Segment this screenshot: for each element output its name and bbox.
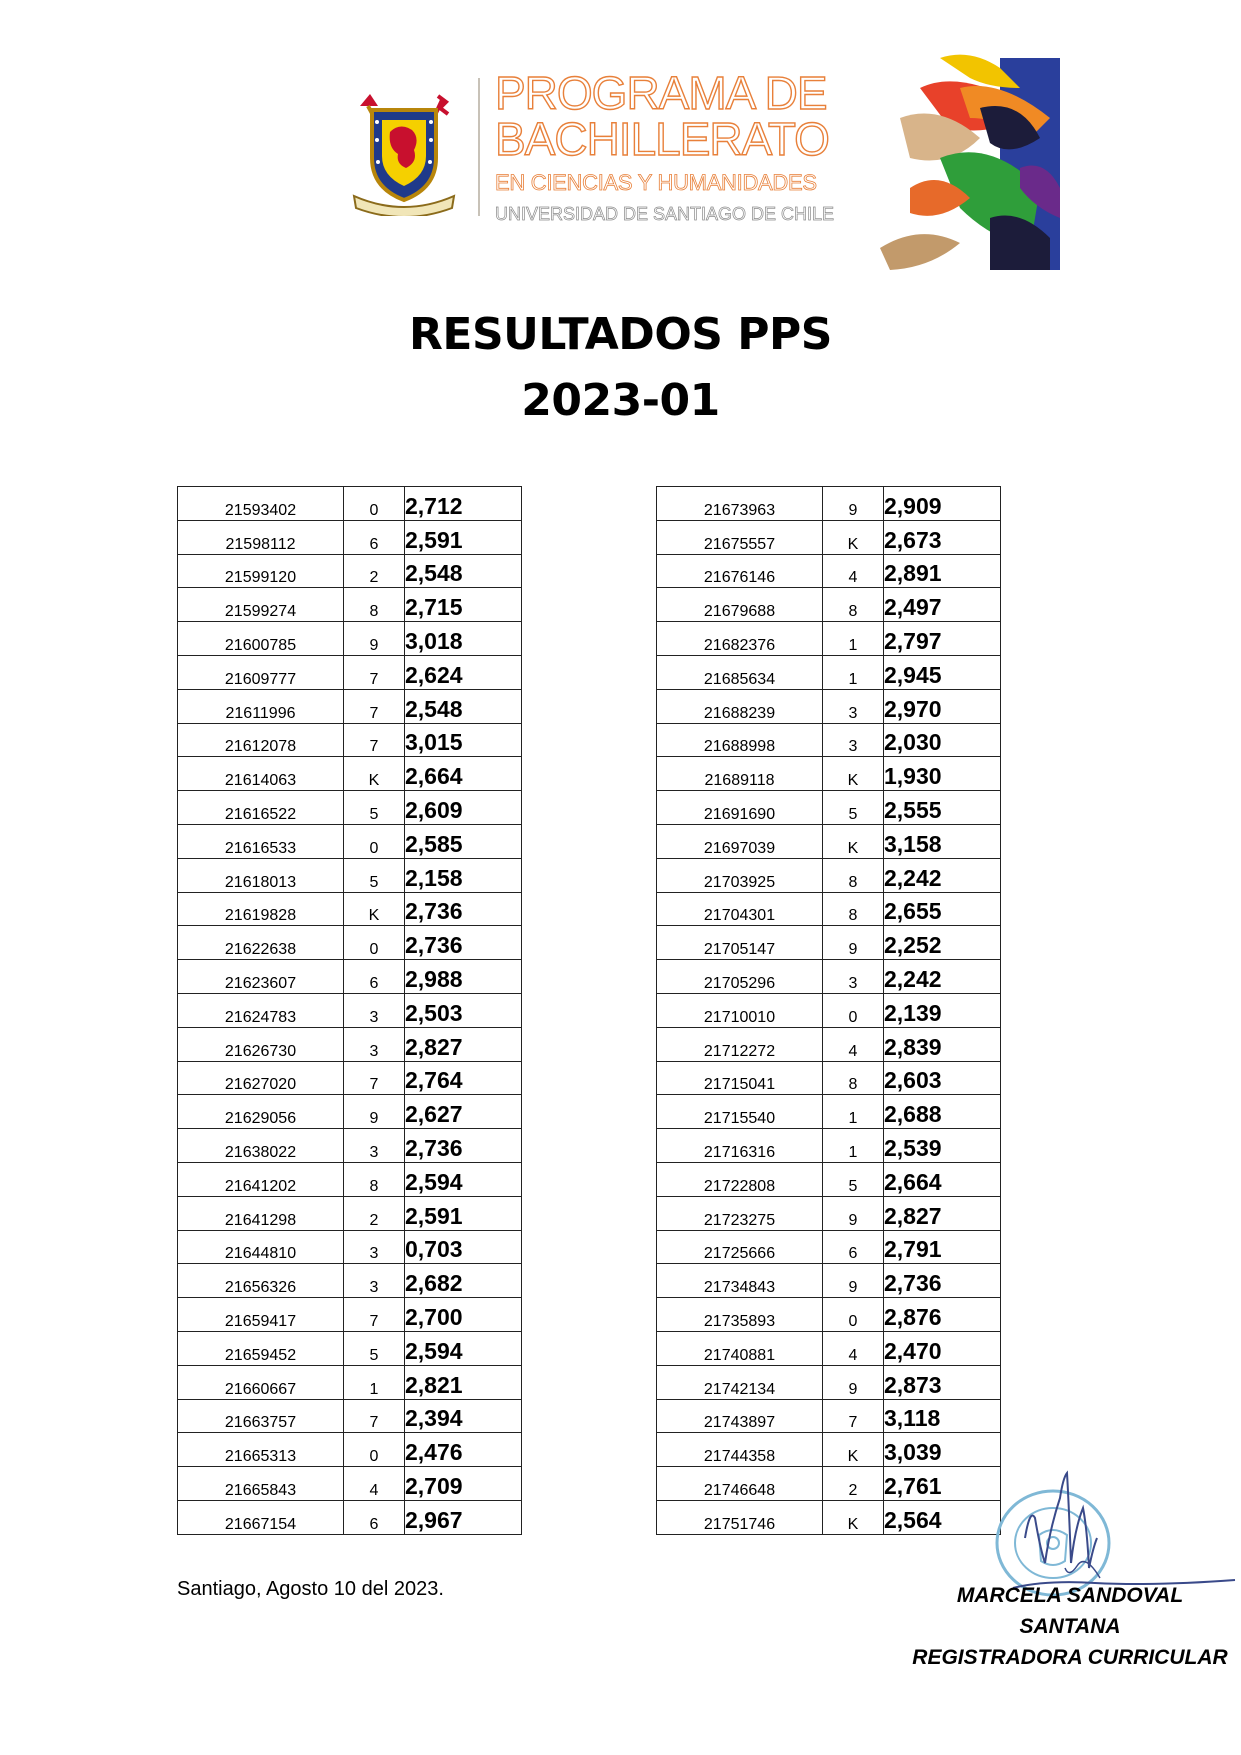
- score-cell: 2,624: [405, 655, 522, 689]
- score-cell: 2,564: [884, 1500, 1001, 1534]
- table-row: [657, 622, 1001, 656]
- table-row: [178, 1027, 522, 1061]
- check-digit-cell: 2: [344, 554, 405, 588]
- student-id-cell: 21660667: [178, 1365, 344, 1399]
- table-row: [178, 1298, 522, 1332]
- student-id-cell: 21627020: [178, 1061, 344, 1095]
- check-digit-cell: 7: [344, 723, 405, 757]
- score-cell: 2,591: [405, 1196, 522, 1230]
- table-row: [657, 520, 1001, 554]
- student-id-cell: 21675557: [657, 520, 823, 554]
- student-id-cell: 21689118: [657, 757, 823, 791]
- score-cell: 2,030: [884, 723, 1001, 757]
- check-digit-cell: 4: [823, 1331, 884, 1365]
- student-id-cell: 21742134: [657, 1365, 823, 1399]
- table-row: [178, 1399, 522, 1433]
- table-row: [657, 655, 1001, 689]
- score-cell: 2,700: [405, 1298, 522, 1332]
- check-digit-cell: 9: [823, 487, 884, 521]
- student-id-cell: 21618013: [178, 858, 344, 892]
- check-digit-cell: 9: [344, 622, 405, 656]
- student-id-cell: 21616522: [178, 791, 344, 825]
- check-digit-cell: 0: [344, 487, 405, 521]
- table-row: [178, 1331, 522, 1365]
- check-digit-cell: 6: [823, 1230, 884, 1264]
- page-title: [0, 302, 1241, 434]
- check-digit-cell: 0: [823, 993, 884, 1027]
- table-row: [657, 1331, 1001, 1365]
- student-id-cell: 21599120: [178, 554, 344, 588]
- table-row: [657, 1129, 1001, 1163]
- table-row: [178, 554, 522, 588]
- check-digit-cell: 3: [823, 723, 884, 757]
- table-row: [657, 858, 1001, 892]
- table-row: [657, 1027, 1001, 1061]
- student-id-cell: 21744358: [657, 1433, 823, 1467]
- student-id-cell: 21665313: [178, 1433, 344, 1467]
- score-cell: 3,039: [884, 1433, 1001, 1467]
- student-id-cell: 21609777: [178, 655, 344, 689]
- student-id-cell: 21691690: [657, 791, 823, 825]
- table-row: [657, 1095, 1001, 1129]
- student-id-cell: 21629056: [178, 1095, 344, 1129]
- student-id-cell: 21614063: [178, 757, 344, 791]
- student-id-cell: 21688998: [657, 723, 823, 757]
- student-id-cell: 21734843: [657, 1264, 823, 1298]
- score-cell: 2,839: [884, 1027, 1001, 1061]
- score-cell: 2,476: [405, 1433, 522, 1467]
- student-id-cell: 21743897: [657, 1399, 823, 1433]
- logo-line-3: EN CIENCIAS Y HUMANIDADES: [495, 170, 817, 195]
- table-row: [178, 824, 522, 858]
- score-cell: 2,664: [884, 1162, 1001, 1196]
- table-row: [178, 1467, 522, 1501]
- student-id-cell: 21705296: [657, 960, 823, 994]
- check-digit-cell: 0: [344, 926, 405, 960]
- score-cell: 2,655: [884, 892, 1001, 926]
- student-id-cell: 21740881: [657, 1331, 823, 1365]
- table-row: [657, 1162, 1001, 1196]
- check-digit-cell: 0: [344, 1433, 405, 1467]
- logo-divider: [478, 78, 480, 216]
- score-cell: 2,591: [405, 520, 522, 554]
- table-row: [178, 1095, 522, 1129]
- table-row: [178, 655, 522, 689]
- score-cell: 2,988: [405, 960, 522, 994]
- table-row: [657, 960, 1001, 994]
- check-digit-cell: 8: [823, 588, 884, 622]
- student-id-cell: 21656326: [178, 1264, 344, 1298]
- score-cell: 2,876: [884, 1298, 1001, 1332]
- score-cell: 2,688: [884, 1095, 1001, 1129]
- check-digit-cell: 3: [823, 960, 884, 994]
- student-id-cell: 21622638: [178, 926, 344, 960]
- score-cell: 2,682: [405, 1264, 522, 1298]
- student-id-cell: 21682376: [657, 622, 823, 656]
- score-cell: 3,118: [884, 1399, 1001, 1433]
- student-id-cell: 21710010: [657, 993, 823, 1027]
- table-row: [657, 926, 1001, 960]
- check-digit-cell: 3: [344, 993, 405, 1027]
- student-id-cell: 21600785: [178, 622, 344, 656]
- check-digit-cell: 9: [823, 1365, 884, 1399]
- title-line-2: 2023-01: [521, 375, 720, 426]
- table-row: [657, 689, 1001, 723]
- table-row: [178, 689, 522, 723]
- table-row: [657, 1399, 1001, 1433]
- signer-block: [910, 1580, 1230, 1673]
- check-digit-cell: 2: [823, 1467, 884, 1501]
- check-digit-cell: 3: [344, 1230, 405, 1264]
- student-id-cell: 21697039: [657, 824, 823, 858]
- table-row: [657, 1061, 1001, 1095]
- score-cell: 2,242: [884, 960, 1001, 994]
- score-cell: 2,736: [405, 1129, 522, 1163]
- logo-line-4: UNIVERSIDAD DE SANTIAGO DE CHILE: [495, 204, 835, 224]
- score-cell: 2,139: [884, 993, 1001, 1027]
- results-table-right: [656, 486, 1001, 1535]
- table-row: [657, 1467, 1001, 1501]
- score-cell: 2,242: [884, 858, 1001, 892]
- student-id-cell: 21705147: [657, 926, 823, 960]
- check-digit-cell: 4: [823, 554, 884, 588]
- table-row: [657, 791, 1001, 825]
- student-id-cell: 21751746: [657, 1500, 823, 1534]
- score-cell: 2,673: [884, 520, 1001, 554]
- score-cell: 2,497: [884, 588, 1001, 622]
- check-digit-cell: 7: [344, 689, 405, 723]
- check-digit-cell: 9: [823, 1264, 884, 1298]
- check-digit-cell: 5: [823, 1162, 884, 1196]
- student-id-cell: 21746648: [657, 1467, 823, 1501]
- table-row: [178, 487, 522, 521]
- check-digit-cell: K: [823, 520, 884, 554]
- program-logo-text: [495, 67, 895, 225]
- table-row: [178, 1230, 522, 1264]
- table-row: [178, 858, 522, 892]
- student-id-cell: 21685634: [657, 655, 823, 689]
- check-digit-cell: 8: [823, 858, 884, 892]
- check-digit-cell: 2: [344, 1196, 405, 1230]
- check-digit-cell: 7: [344, 1061, 405, 1095]
- table-row: [178, 1129, 522, 1163]
- score-cell: 2,791: [884, 1230, 1001, 1264]
- student-id-cell: 21644810: [178, 1230, 344, 1264]
- check-digit-cell: 6: [344, 520, 405, 554]
- score-cell: 2,967: [405, 1500, 522, 1534]
- student-id-cell: 21722808: [657, 1162, 823, 1196]
- check-digit-cell: 1: [823, 1129, 884, 1163]
- score-cell: 2,585: [405, 824, 522, 858]
- table-row: [178, 1264, 522, 1298]
- table-row: [657, 588, 1001, 622]
- score-cell: 2,736: [884, 1264, 1001, 1298]
- check-digit-cell: 3: [823, 689, 884, 723]
- score-cell: 2,548: [405, 689, 522, 723]
- table-row: [657, 1298, 1001, 1332]
- check-digit-cell: 8: [344, 588, 405, 622]
- check-digit-cell: 0: [344, 824, 405, 858]
- score-cell: 2,594: [405, 1331, 522, 1365]
- student-id-cell: 21723275: [657, 1196, 823, 1230]
- student-id-cell: 21665843: [178, 1467, 344, 1501]
- table-row: [178, 960, 522, 994]
- university-crest-icon: [350, 76, 458, 216]
- table-row: [178, 1061, 522, 1095]
- table-row: [178, 926, 522, 960]
- logo-line-1: PROGRAMA DE: [495, 67, 827, 119]
- score-cell: 2,664: [405, 757, 522, 791]
- score-cell: 2,761: [884, 1467, 1001, 1501]
- table-row: [178, 520, 522, 554]
- check-digit-cell: 3: [344, 1264, 405, 1298]
- student-id-cell: 21679688: [657, 588, 823, 622]
- check-digit-cell: 1: [823, 1095, 884, 1129]
- student-id-cell: 21704301: [657, 892, 823, 926]
- score-cell: 1,930: [884, 757, 1001, 791]
- student-id-cell: 21703925: [657, 858, 823, 892]
- score-cell: 2,764: [405, 1061, 522, 1095]
- check-digit-cell: K: [344, 892, 405, 926]
- score-cell: 2,548: [405, 554, 522, 588]
- score-cell: 2,627: [405, 1095, 522, 1129]
- student-id-cell: 21641202: [178, 1162, 344, 1196]
- check-digit-cell: 1: [823, 622, 884, 656]
- student-id-cell: 21712272: [657, 1027, 823, 1061]
- table-row: [178, 892, 522, 926]
- table-row: [178, 1365, 522, 1399]
- score-cell: 2,736: [405, 926, 522, 960]
- student-id-cell: 21626730: [178, 1027, 344, 1061]
- score-cell: 2,603: [884, 1061, 1001, 1095]
- score-cell: 2,503: [405, 993, 522, 1027]
- table-row: [657, 1264, 1001, 1298]
- check-digit-cell: 9: [344, 1095, 405, 1129]
- check-digit-cell: 5: [344, 858, 405, 892]
- student-id-cell: 21612078: [178, 723, 344, 757]
- score-cell: 2,736: [405, 892, 522, 926]
- table-row: [178, 1196, 522, 1230]
- table-row: [178, 757, 522, 791]
- score-cell: 2,609: [405, 791, 522, 825]
- student-id-cell: 21659452: [178, 1331, 344, 1365]
- check-digit-cell: 8: [823, 1061, 884, 1095]
- check-digit-cell: 4: [344, 1467, 405, 1501]
- score-cell: 2,970: [884, 689, 1001, 723]
- score-cell: 2,873: [884, 1365, 1001, 1399]
- check-digit-cell: 3: [344, 1129, 405, 1163]
- student-id-cell: 21663757: [178, 1399, 344, 1433]
- student-id-cell: 21616533: [178, 824, 344, 858]
- score-cell: 2,909: [884, 487, 1001, 521]
- table-row: [657, 723, 1001, 757]
- check-digit-cell: 6: [344, 1500, 405, 1534]
- check-digit-cell: 0: [823, 1298, 884, 1332]
- score-cell: 3,018: [405, 622, 522, 656]
- check-digit-cell: 9: [823, 926, 884, 960]
- student-id-cell: 21715540: [657, 1095, 823, 1129]
- student-id-cell: 21715041: [657, 1061, 823, 1095]
- table-row: [657, 1500, 1001, 1534]
- score-cell: 2,827: [884, 1196, 1001, 1230]
- check-digit-cell: K: [344, 757, 405, 791]
- table-row: [178, 1500, 522, 1534]
- table-row: [657, 824, 1001, 858]
- score-cell: 2,158: [405, 858, 522, 892]
- check-digit-cell: 1: [344, 1365, 405, 1399]
- table-row: [657, 1365, 1001, 1399]
- student-id-cell: 21688239: [657, 689, 823, 723]
- student-id-cell: 21659417: [178, 1298, 344, 1332]
- student-id-cell: 21673963: [657, 487, 823, 521]
- score-cell: 2,594: [405, 1162, 522, 1196]
- score-cell: 2,555: [884, 791, 1001, 825]
- logo-line-2: BACHILLERATO: [495, 113, 829, 165]
- student-id-cell: 21667154: [178, 1500, 344, 1534]
- table-row: [657, 1196, 1001, 1230]
- check-digit-cell: 7: [823, 1399, 884, 1433]
- score-cell: 3,015: [405, 723, 522, 757]
- check-digit-cell: 1: [823, 655, 884, 689]
- student-id-cell: 21716316: [657, 1129, 823, 1163]
- check-digit-cell: 4: [823, 1027, 884, 1061]
- student-id-cell: 21611996: [178, 689, 344, 723]
- check-digit-cell: 5: [344, 791, 405, 825]
- score-cell: 2,470: [884, 1331, 1001, 1365]
- table-row: [178, 723, 522, 757]
- score-cell: 2,394: [405, 1399, 522, 1433]
- score-cell: 2,539: [884, 1129, 1001, 1163]
- table-row: [178, 993, 522, 1027]
- student-id-cell: 21623607: [178, 960, 344, 994]
- table-row: [657, 993, 1001, 1027]
- table-row: [657, 757, 1001, 791]
- score-cell: 3,158: [884, 824, 1001, 858]
- table-row: [657, 892, 1001, 926]
- page-header: [350, 48, 1060, 270]
- student-id-cell: 21598112: [178, 520, 344, 554]
- check-digit-cell: 5: [344, 1331, 405, 1365]
- score-cell: 2,945: [884, 655, 1001, 689]
- results-table-left: [177, 486, 522, 1535]
- table-row: [178, 1162, 522, 1196]
- table-row: [657, 1433, 1001, 1467]
- student-id-cell: 21641298: [178, 1196, 344, 1230]
- table-row: [657, 1230, 1001, 1264]
- student-id-cell: 21619828: [178, 892, 344, 926]
- signer-role: REGISTRADORA CURRICULAR: [912, 1646, 1228, 1669]
- check-digit-cell: 8: [344, 1162, 405, 1196]
- signer-name: MARCELA SANDOVAL SANTANA: [956, 1584, 1184, 1638]
- check-digit-cell: K: [823, 824, 884, 858]
- check-digit-cell: K: [823, 1433, 884, 1467]
- student-id-cell: 21638022: [178, 1129, 344, 1163]
- check-digit-cell: 8: [823, 892, 884, 926]
- student-id-cell: 21735893: [657, 1298, 823, 1332]
- table-row: [178, 588, 522, 622]
- table-row: [657, 554, 1001, 588]
- table-row: [178, 1433, 522, 1467]
- check-digit-cell: K: [823, 1500, 884, 1534]
- score-cell: 2,709: [405, 1467, 522, 1501]
- table-row: [178, 622, 522, 656]
- check-digit-cell: 9: [823, 1196, 884, 1230]
- score-cell: 0,703: [405, 1230, 522, 1264]
- check-digit-cell: 6: [344, 960, 405, 994]
- score-cell: 2,715: [405, 588, 522, 622]
- check-digit-cell: 7: [344, 655, 405, 689]
- score-cell: 2,712: [405, 487, 522, 521]
- score-cell: 2,827: [405, 1027, 522, 1061]
- student-id-cell: 21725666: [657, 1230, 823, 1264]
- table-row: [657, 487, 1001, 521]
- student-id-cell: 21624783: [178, 993, 344, 1027]
- student-id-cell: 21593402: [178, 487, 344, 521]
- student-id-cell: 21676146: [657, 554, 823, 588]
- issue-date: Santiago, Agosto 10 del 2023.: [177, 1578, 444, 1600]
- check-digit-cell: 7: [344, 1399, 405, 1433]
- check-digit-cell: 5: [823, 791, 884, 825]
- title-line-1: RESULTADOS PPS: [409, 309, 832, 360]
- table-row: [178, 791, 522, 825]
- check-digit-cell: K: [823, 757, 884, 791]
- score-cell: 2,252: [884, 926, 1001, 960]
- student-id-cell: 21599274: [178, 588, 344, 622]
- birds-artwork-icon: [880, 48, 1060, 270]
- score-cell: 2,891: [884, 554, 1001, 588]
- score-cell: 2,797: [884, 622, 1001, 656]
- check-digit-cell: 7: [344, 1298, 405, 1332]
- check-digit-cell: 3: [344, 1027, 405, 1061]
- score-cell: 2,821: [405, 1365, 522, 1399]
